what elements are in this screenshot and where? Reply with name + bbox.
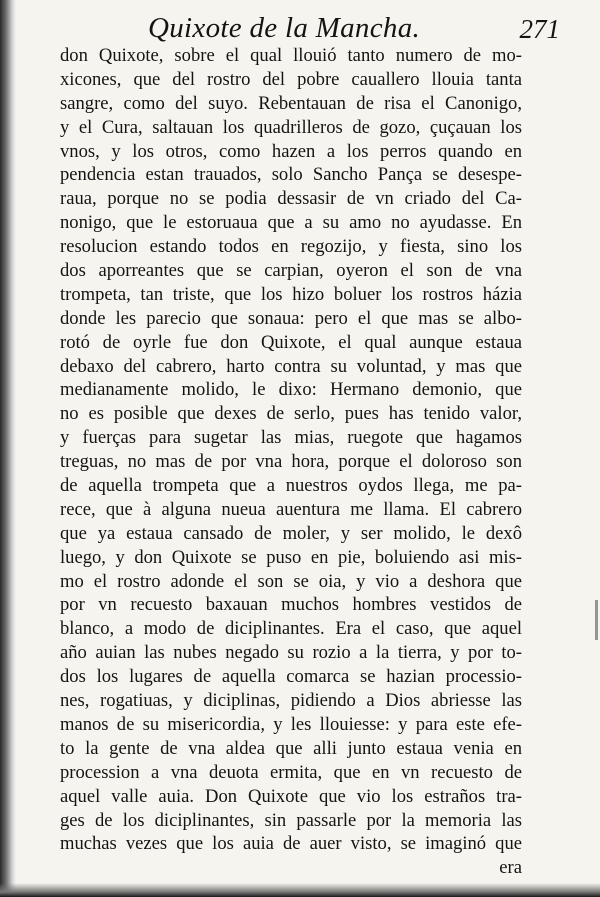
text-line: manos de su misericordia, y les llouiesse: y para este efe- — [60, 713, 522, 735]
bottom-edge-shadow — [0, 883, 600, 897]
text-line: resolucion estando todos en regozijo, y fiesta, sino los — [60, 236, 522, 258]
text-line: rece, que à alguna nueua auentura me llama. El cabrero — [60, 498, 522, 520]
page-number: 271 — [519, 14, 560, 44]
text-line: donde les parecio que sonaua: pero el que mas se albo- — [60, 307, 522, 329]
catchword: era — [499, 857, 522, 879]
text-line: vnos, y los otros, como hazen a los perros quando en — [60, 140, 522, 162]
gutter-shadow — [0, 0, 16, 897]
text-line: dos aporreantes que se carpian, oyeron el son de vna — [60, 260, 522, 282]
page-header — [60, 12, 560, 46]
text-line: raua, porque no se podia dessasir de vn criado del Ca- — [60, 188, 522, 210]
text-line: y fuerças para sugetar las mias, ruegote que hagamos — [60, 427, 522, 449]
text-line: nonigo, que le estoruaua que a su amo no ayudasse. En — [60, 212, 522, 234]
text-line: pendencia estan trauados, solo Sancho Pança se desespe- — [60, 164, 522, 186]
text-line: nes, rogatiuas, y diciplinas, pidiendo a Dios abriesse las — [60, 690, 522, 712]
text-line: año auian las nubes negado su rozio a la tierra, y por to- — [60, 642, 522, 664]
text-line: luego, y don Quixote se puso en pie, boluiendo asi mis- — [60, 546, 522, 568]
running-head: Quixote de la Mancha. — [148, 12, 421, 44]
text-line: ges de los diciplinantes, sin passarle por la memoria las — [60, 809, 522, 831]
text-line: por vn recuesto baxauan muchos hombres vestidos de — [60, 594, 522, 616]
text-line: no es posible que dexes de serlo, pues has tenido valor, — [60, 403, 522, 425]
text-line: treguas, no mas de por vna hora, porque el doloroso son — [60, 451, 522, 473]
page-edge-mark — [595, 600, 598, 640]
text-line: trompeta, tan triste, que los hizo boluer los rostros házia — [60, 283, 522, 305]
text-line: blanco, a modo de diciplinantes. Era el caso, que aquel — [60, 618, 522, 640]
text-line: de aquella trompeta que a nuestros oydos llega, me pa- — [60, 475, 522, 497]
text-line: muchas vezes que los auia de auer visto, se imaginó que — [60, 833, 522, 855]
text-line: sangre, como del suyo. Rebentauan de risa el Canonigo, — [60, 92, 522, 114]
text-line: y el Cura, saltauan los quadrilleros de gozo, çuçauan los — [60, 116, 522, 138]
text-line: xicones, que del rostro del pobre cauallero llouia tanta — [60, 68, 522, 90]
text-line: dos los lugares de aquella comarca se hazian processio- — [60, 666, 522, 688]
text-line: medianamente molido, le dixo: Hermano demonio, que — [60, 379, 522, 401]
text-line: to la gente de vna aldea que alli junto estaua venia en — [60, 737, 522, 759]
text-line: procession a vna deuota ermita, que en vn recuesto de — [60, 761, 522, 783]
text-line: rotó de oyrle fue don Quixote, el qual aunque estaua — [60, 331, 522, 353]
text-line: mo el rostro adonde el son se oia, y vio a deshora que — [60, 570, 522, 592]
text-line: debaxo del cabrero, harto contra su voluntad, y mas que — [60, 355, 522, 377]
text-line: que ya estaua cansado de moler, y ser molido, le dexô — [60, 522, 522, 544]
text-line: aquel valle auia. Don Quixote que vio los estraños tra- — [60, 785, 522, 807]
body-text — [60, 44, 522, 880]
text-line: don Quixote, sobre el qual llouió tanto numero de mo- — [60, 45, 522, 66]
